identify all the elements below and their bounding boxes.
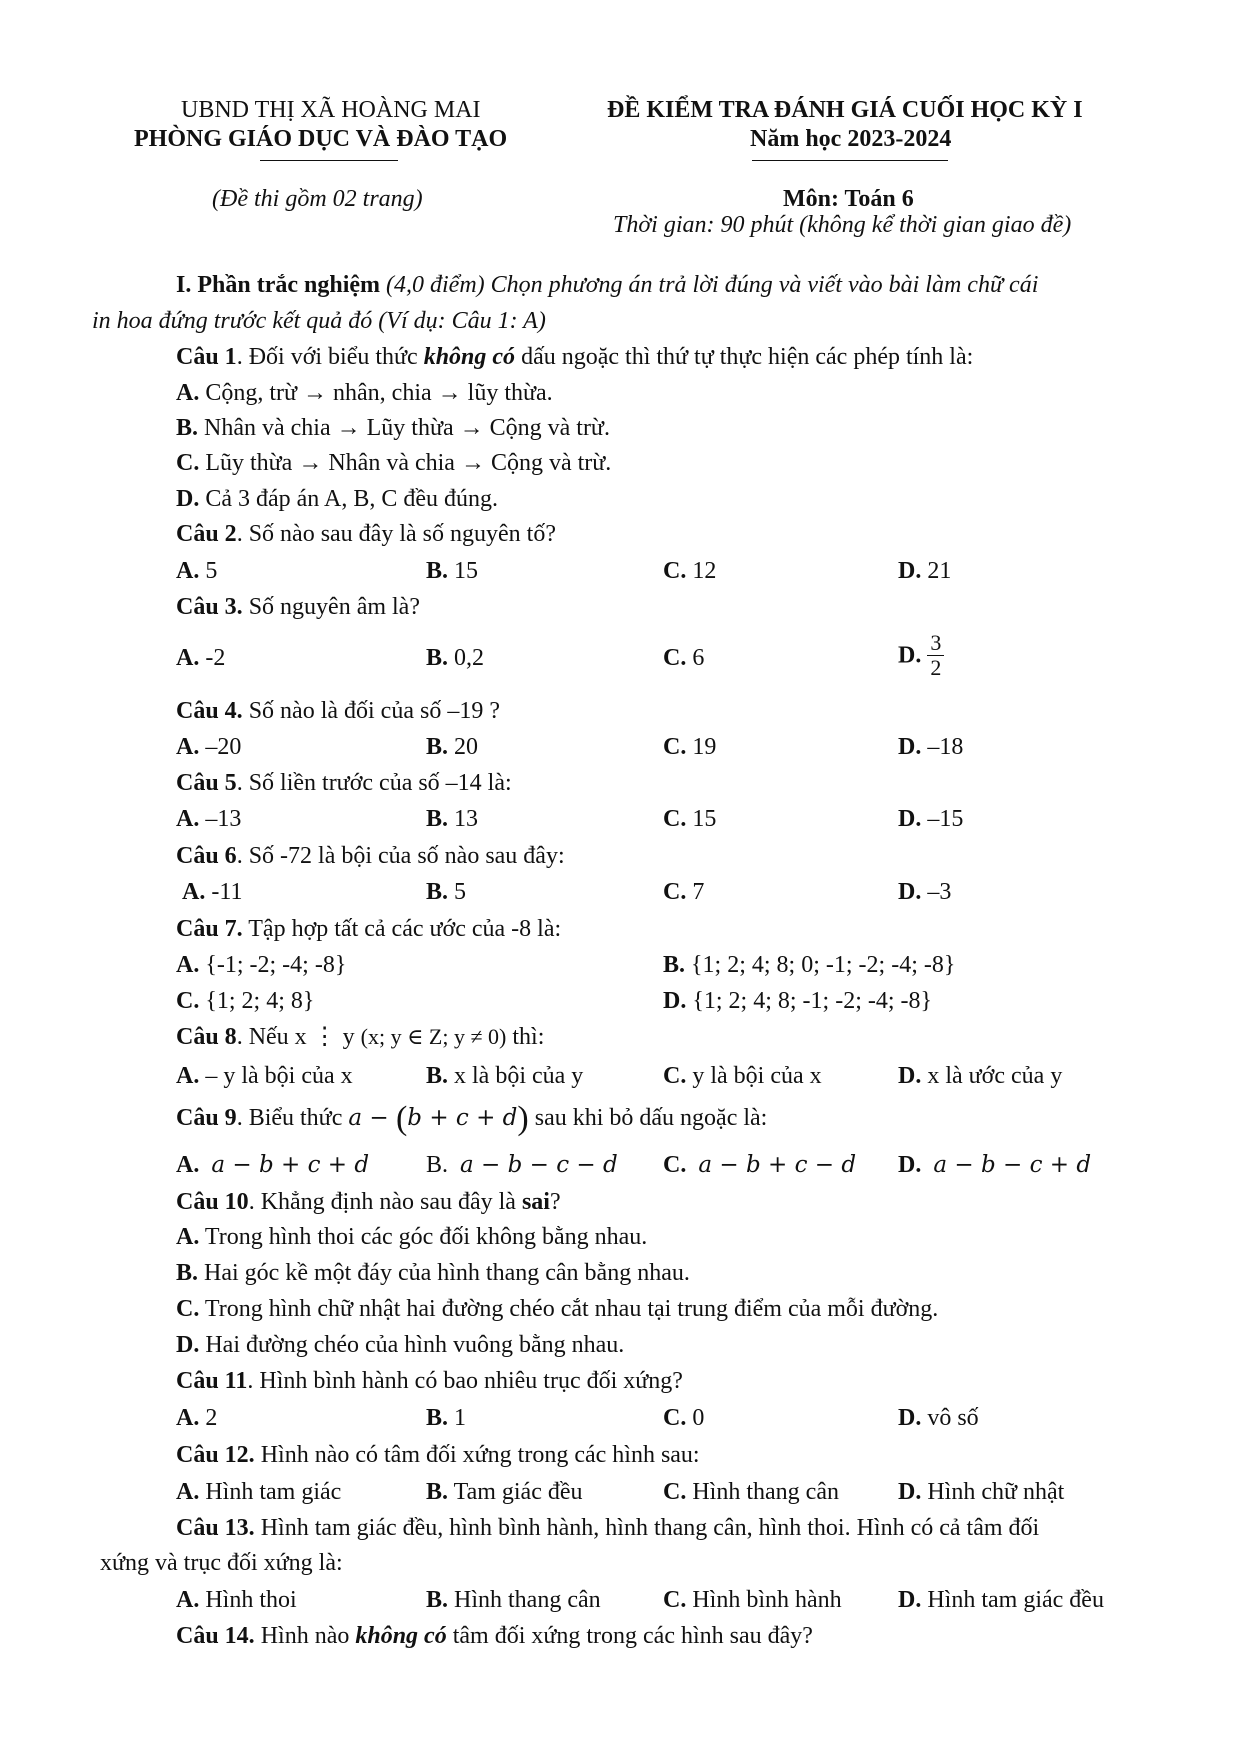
question-number: Câu 8 <box>176 1024 237 1050</box>
q1-option-d <box>176 484 498 514</box>
option-text: Lũy thừa → Nhân và chia → Cộng và trừ. <box>199 450 612 476</box>
question-number: Câu 1 <box>176 344 237 370</box>
q1-option-c <box>176 448 611 478</box>
question-text: . Hình bình hành có bao nhiêu trục đối xứng? <box>247 1368 683 1394</box>
q4-option-c <box>663 732 716 762</box>
option-label: A. <box>176 1479 200 1505</box>
option-text: 2 <box>199 1405 218 1431</box>
q12-option-b <box>426 1477 583 1507</box>
option-text: 0,2 <box>448 645 485 671</box>
question-5 <box>176 768 512 798</box>
option-text: {1; 2; 4; 8; 0; -1; -2; -4; -8} <box>685 952 956 978</box>
option-text: a − b − c − d <box>460 1152 618 1178</box>
time-limit: Thời gian: 90 phút (không kể thời gian giao đề) <box>613 212 1072 238</box>
option-text: 13 <box>448 806 479 832</box>
q7-option-a <box>176 950 346 980</box>
section-instructions: (4,0 điểm) Chọn phương án trả lời đúng và viết vào bài làm chữ cái <box>380 272 1039 298</box>
q11-option-a <box>176 1403 217 1433</box>
option-label: C. <box>176 988 200 1014</box>
option-text: Hình tam giác <box>199 1479 342 1505</box>
option-label: D. <box>898 806 922 832</box>
q5-option-b <box>426 804 478 834</box>
option-text: 21 <box>921 558 952 584</box>
q7-option-b <box>663 950 955 980</box>
option-text: 15 <box>448 558 479 584</box>
option-label: B. <box>176 415 199 441</box>
question-2 <box>176 519 556 549</box>
question-10 <box>176 1187 561 1217</box>
question-text: Hình tam giác đều, hình bình hành, hình thang cân, hình thoi. Hình có cả tâm đối <box>254 1515 1040 1541</box>
question-text: Tập hợp tất cả các ước của -8 là: <box>242 916 562 942</box>
question-number: Câu 11 <box>176 1368 248 1394</box>
exam-title: ĐỀ KIỂM TRA ĐÁNH GIÁ CUỐI HỌC KỲ I <box>607 97 1083 123</box>
q12-option-a <box>176 1477 341 1507</box>
option-text: 1 <box>448 1405 467 1431</box>
option-label: D. <box>898 642 922 669</box>
question-text: . Đối với biểu thức <box>236 344 424 370</box>
option-text: Cả 3 đáp án A, B, C đều đúng. <box>199 486 498 512</box>
option-label: B. <box>426 1063 449 1089</box>
q1-option-b <box>176 413 610 443</box>
question-text: thì: <box>506 1024 545 1050</box>
q7-option-d <box>663 986 932 1016</box>
option-label: C. <box>663 645 687 671</box>
question-11 <box>176 1366 683 1396</box>
section-intro <box>176 270 1038 300</box>
option-text: 7 <box>686 879 705 905</box>
option-text: a − b + c + d <box>211 1152 370 1178</box>
q8-option-d <box>898 1061 1062 1091</box>
option-text: x là bội của y <box>448 1063 584 1089</box>
q9-option-c <box>663 1150 856 1180</box>
q12-option-d <box>898 1477 1064 1507</box>
question-number: Câu 13. <box>176 1515 255 1541</box>
emphasis: không có <box>355 1623 447 1649</box>
question-text: Hình nào có tâm đối xứng trong các hình sau: <box>254 1442 700 1468</box>
question-text: dấu ngoặc thì thứ tự thực hiện các phép tính là: <box>515 344 974 370</box>
q7-option-c <box>176 986 314 1016</box>
question-4 <box>176 696 500 726</box>
option-label: C. <box>663 1405 687 1431</box>
q9-option-b <box>426 1150 618 1180</box>
option-label: A. <box>176 952 200 978</box>
option-text: {-1; -2; -4; -8} <box>199 952 347 978</box>
section-instructions-line2: in hoa đứng trước kết quả đó (Ví dụ: Câu 1: A) <box>92 308 546 334</box>
option-text: 6 <box>686 645 705 671</box>
option-text: vô số <box>921 1405 979 1431</box>
fraction <box>927 631 944 680</box>
option-label: A. <box>176 558 200 584</box>
option-label: D. <box>898 734 922 760</box>
option-label: B. <box>426 734 449 760</box>
option-text: -2 <box>199 645 226 671</box>
question-text: . Biểu thức <box>236 1105 349 1131</box>
option-text: Hình chữ nhật <box>921 1479 1065 1505</box>
option-text: {1; 2; 4; 8; -1; -2; -4; -8} <box>686 988 933 1014</box>
question-text: Hình nào <box>254 1623 356 1649</box>
q13-option-d <box>898 1585 1104 1615</box>
header-page-count: (Đề thi gồm 02 trang) <box>212 186 423 212</box>
option-label: D. <box>176 1332 200 1358</box>
option-label: C. <box>663 1152 687 1178</box>
option-label: B. <box>426 806 449 832</box>
question-number: Câu 3. <box>176 594 243 620</box>
q6-option-c <box>663 877 704 907</box>
q12-option-c <box>663 1477 839 1507</box>
question-text: Số nguyên âm là? <box>242 594 420 620</box>
q10-option-a <box>176 1222 647 1252</box>
option-text: 0 <box>686 1405 705 1431</box>
q2-option-a <box>176 556 217 586</box>
q5-option-d <box>898 804 963 834</box>
option-text: Hai góc kề một đáy của hình thang cân bằng nhau. <box>198 1260 690 1286</box>
option-label: D. <box>898 1063 922 1089</box>
subject: Môn: Toán 6 <box>783 186 914 212</box>
option-text: x là ước của y <box>921 1063 1063 1089</box>
q9-option-d <box>898 1150 1091 1180</box>
q6-option-d <box>898 877 951 907</box>
math-paren: ) <box>517 1100 529 1137</box>
option-label: A. <box>176 1224 200 1250</box>
math-expression: a − <box>348 1105 396 1131</box>
question-number: Câu 7. <box>176 916 243 942</box>
emphasis: sai <box>521 1189 550 1215</box>
question-number: Câu 10 <box>176 1189 249 1215</box>
option-text: Cộng, trừ → nhân, chia → lũy thừa. <box>199 380 553 406</box>
option-label: D. <box>898 1405 922 1431</box>
q6-option-b <box>426 877 466 907</box>
math-condition: (x; y ∈ Z; y ≠ 0) <box>360 1024 507 1049</box>
option-text: Nhân và chia → Lũy thừa → Cộng và trừ. <box>198 415 610 441</box>
option-text: Hình thoi <box>199 1587 297 1613</box>
option-label: C. <box>176 450 200 476</box>
emphasis: không có <box>423 344 516 370</box>
option-label: B. <box>663 952 686 978</box>
q5-option-a <box>176 804 241 834</box>
math-expression: b + c + d <box>407 1105 518 1131</box>
question-14 <box>176 1621 813 1651</box>
option-label: A. <box>176 1587 200 1613</box>
header-left-line1: UBND THỊ XÃ HOÀNG MAI <box>181 97 481 123</box>
q9-option-a <box>176 1150 369 1180</box>
option-label: D. <box>898 1152 922 1178</box>
q11-option-d <box>898 1403 979 1433</box>
option-label: C. <box>663 1587 687 1613</box>
question-text: . Khẳng định nào sau đây là <box>248 1189 522 1215</box>
q10-option-c <box>176 1294 938 1324</box>
option-label: C. <box>663 879 687 905</box>
q10-option-d <box>176 1330 624 1360</box>
q8-option-a <box>176 1061 353 1091</box>
option-label: D. <box>898 1479 922 1505</box>
option-text: 5 <box>448 879 467 905</box>
q13-option-b <box>426 1585 601 1615</box>
option-label: B. <box>426 879 449 905</box>
option-label: A. <box>176 1405 200 1431</box>
math-paren: ( <box>395 1100 408 1137</box>
question-text: Số nào là đối của số –19 ? <box>242 698 500 724</box>
question-number: Câu 12. <box>176 1442 255 1468</box>
option-label: C. <box>663 806 687 832</box>
option-label: A. <box>176 645 200 671</box>
school-year: Năm học 2023-2024 <box>750 126 952 152</box>
q5-option-c <box>663 804 716 834</box>
q1-option-a <box>176 378 553 408</box>
header-left-rule <box>260 160 398 161</box>
question-text: . Số liền trước của số –14 là: <box>236 770 512 796</box>
question-text: sau khi bỏ dấu ngoặc là: <box>528 1105 768 1131</box>
option-text: Trong hình thoi các góc đối không bằng nhau. <box>199 1224 648 1250</box>
option-text: Hình tam giác đều <box>921 1587 1104 1613</box>
option-text: Hình thang cân <box>686 1479 839 1505</box>
option-label: C. <box>663 734 687 760</box>
option-text: Hình bình hành <box>686 1587 842 1613</box>
q3-option-a <box>176 643 225 673</box>
q6-option-a <box>182 877 242 907</box>
option-label: B. <box>426 1479 449 1505</box>
option-text: –3 <box>921 879 952 905</box>
option-label: D. <box>898 1587 922 1613</box>
q3-option-d <box>898 631 944 680</box>
question-number: Câu 5 <box>176 770 237 796</box>
option-label: D. <box>898 558 922 584</box>
option-text: –15 <box>921 806 964 832</box>
q8-option-b <box>426 1061 583 1091</box>
q4-option-d <box>898 732 963 762</box>
question-6 <box>176 841 565 871</box>
question-number: Câu 9 <box>176 1105 237 1131</box>
option-text: 15 <box>686 806 717 832</box>
option-text: -11 <box>205 879 243 905</box>
q3-option-c <box>663 643 704 673</box>
option-text: Hai đường chéo của hình vuông bằng nhau. <box>199 1332 625 1358</box>
q4-option-a <box>176 732 241 762</box>
fraction-denominator: 2 <box>930 655 942 680</box>
option-text: Tam giác đều <box>448 1479 583 1505</box>
option-label: D. <box>898 879 922 905</box>
q8-option-c <box>663 1061 822 1091</box>
option-label: B. <box>426 558 449 584</box>
option-text: 19 <box>686 734 717 760</box>
option-text: 5 <box>199 558 218 584</box>
option-label: B. <box>426 1587 449 1613</box>
q13-option-a <box>176 1585 297 1615</box>
option-text: –20 <box>199 734 242 760</box>
question-number: Câu 2 <box>176 521 237 547</box>
option-label: D. <box>663 988 687 1014</box>
section-title: I. Phần trắc nghiệm <box>176 272 380 298</box>
question-3 <box>176 592 420 622</box>
option-label: C. <box>663 1063 687 1089</box>
q2-option-b <box>426 556 478 586</box>
question-8 <box>176 1022 544 1052</box>
q2-option-c <box>663 556 716 586</box>
option-label: A. <box>182 879 206 905</box>
option-label: A. <box>176 380 200 406</box>
q11-option-b <box>426 1403 466 1433</box>
option-label: B. <box>426 1152 449 1178</box>
option-text: –18 <box>921 734 964 760</box>
header-left-line2: PHÒNG GIÁO DỤC VÀ ĐÀO TẠO <box>134 126 508 152</box>
option-text: {1; 2; 4; 8} <box>199 988 315 1014</box>
option-label: C. <box>176 1296 200 1322</box>
question-text: . Nếu x ⋮ y <box>236 1024 361 1050</box>
question-12 <box>176 1440 700 1470</box>
q4-option-b <box>426 732 478 762</box>
option-label: A. <box>176 734 200 760</box>
option-label: C. <box>663 1479 687 1505</box>
question-text: . Số -72 là bội của số nào sau đây: <box>236 843 565 869</box>
option-label: C. <box>663 558 687 584</box>
q10-option-b <box>176 1258 690 1288</box>
option-text: Hình thang cân <box>448 1587 601 1613</box>
option-text: Trong hình chữ nhật hai đường chéo cắt nhau tại trung điểm của mỗi đường. <box>199 1296 939 1322</box>
option-label: B. <box>426 645 449 671</box>
option-text: –13 <box>199 806 242 832</box>
question-13 <box>176 1513 1039 1543</box>
option-text: 12 <box>686 558 717 584</box>
option-label: B. <box>176 1260 199 1286</box>
q11-option-c <box>663 1403 704 1433</box>
option-label: A. <box>176 806 200 832</box>
q13-option-c <box>663 1585 842 1615</box>
question-13-line2: xứng và trục đối xứng là: <box>100 1550 343 1576</box>
question-number: Câu 4. <box>176 698 243 724</box>
option-label: B. <box>426 1405 449 1431</box>
question-number: Câu 14. <box>176 1623 255 1649</box>
option-text: y là bội của x <box>686 1063 822 1089</box>
header-right-rule <box>752 160 948 161</box>
question-number: Câu 6 <box>176 843 237 869</box>
option-text: a − b + c − d <box>698 1152 857 1178</box>
option-label: A. <box>176 1152 200 1178</box>
fraction-numerator: 3 <box>927 631 944 656</box>
q3-option-b <box>426 643 484 673</box>
question-text: tâm đối xứng trong các hình sau đây? <box>446 1623 813 1649</box>
question-text: ? <box>549 1189 561 1215</box>
option-text: – y là bội của x <box>199 1063 353 1089</box>
question-text: . Số nào sau đây là số nguyên tố? <box>236 521 556 547</box>
question-7 <box>176 914 561 944</box>
question-1 <box>176 342 973 372</box>
option-text: 20 <box>448 734 479 760</box>
option-label: D. <box>176 486 200 512</box>
option-label: A. <box>176 1063 200 1089</box>
q2-option-d <box>898 556 951 586</box>
question-9 <box>176 1100 768 1137</box>
option-text: a − b − c + d <box>933 1152 1092 1178</box>
